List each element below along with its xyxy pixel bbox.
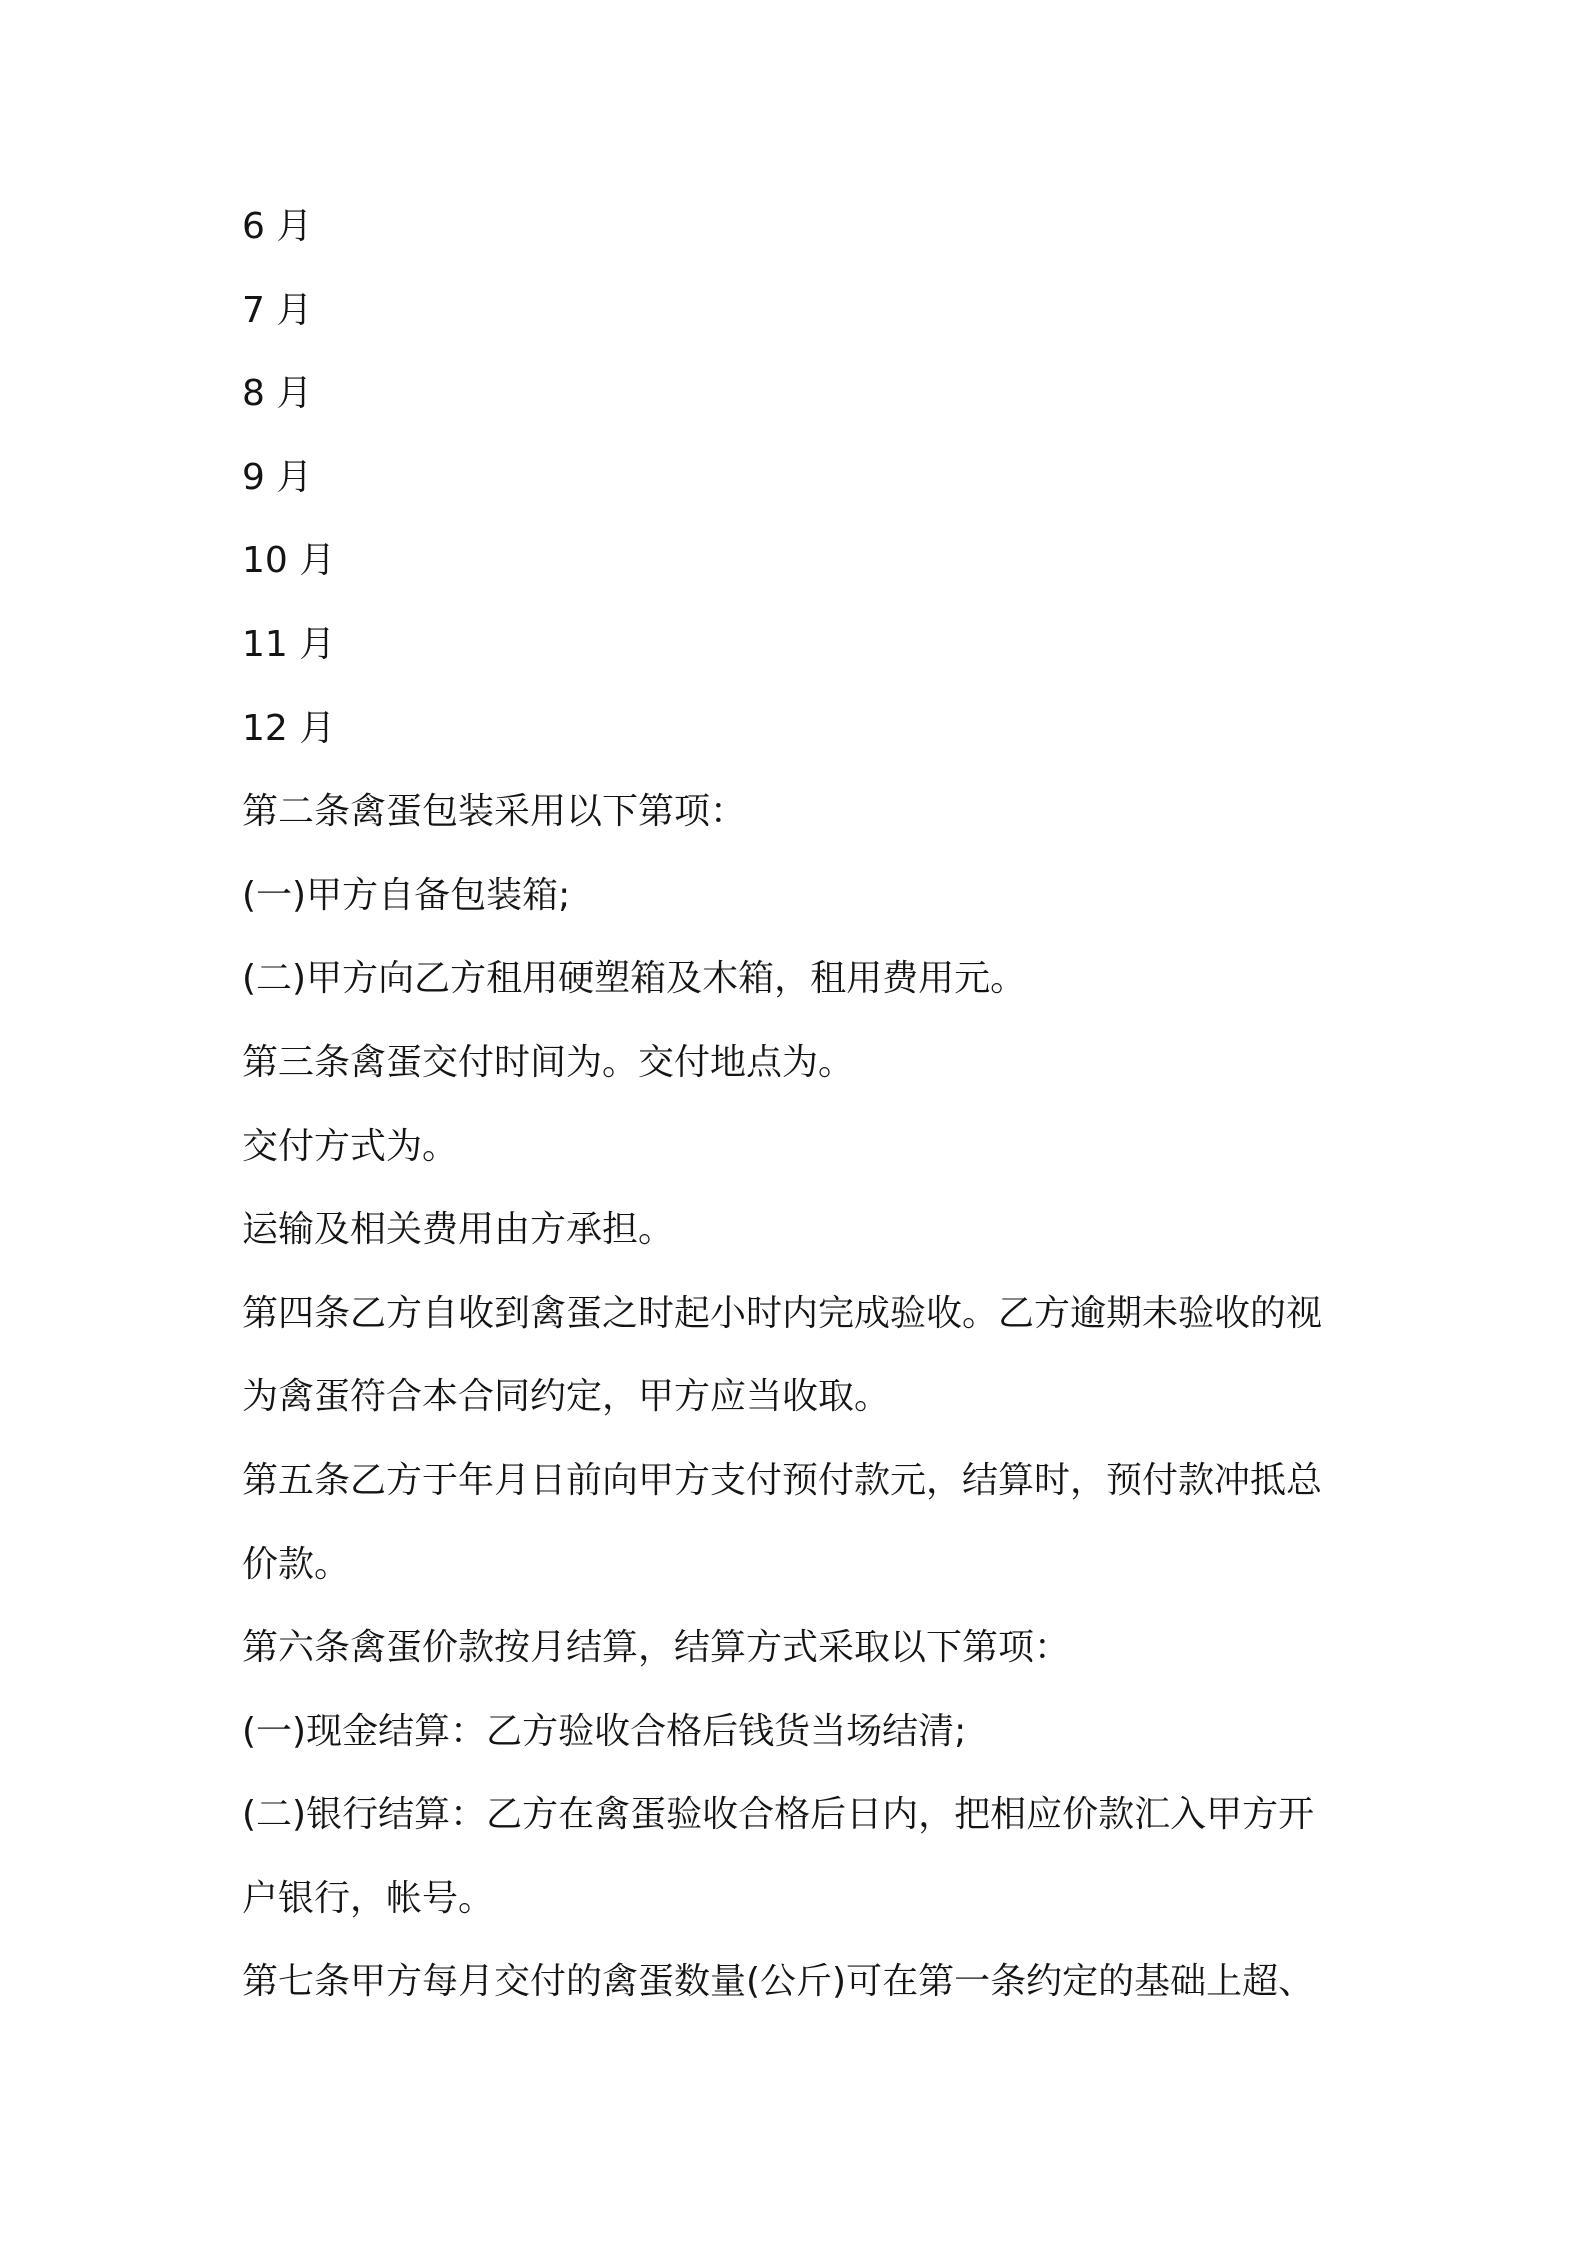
delivery-method-text: 交付方式为。 xyxy=(242,1125,459,1167)
article-6-item-2-line-1: (二)银行结算：乙方在禽蛋验收合格后日内，把相应价款汇入甲方开 xyxy=(242,1794,1315,1836)
document-body xyxy=(242,185,1362,2024)
article-7-line-1: 第七条甲方每月交付的禽蛋数量(公斤)可在第一条约定的基础上超、 xyxy=(242,1961,1315,2003)
month-line-8: 8 月 xyxy=(242,373,313,415)
article-2-item-1: (一)甲方自备包装箱; xyxy=(242,874,571,916)
article-5-line-1: 第五条乙方于年月日前向甲方支付预付款元，结算时，预付款冲抵总 xyxy=(242,1459,1323,1501)
article-4-line-1: 第四条乙方自收到禽蛋之时起小时内完成验收。乙方逾期未验收的视 xyxy=(242,1292,1323,1334)
article-5-line-2: 价款。 xyxy=(242,1543,351,1585)
article-2-item-2: (二)甲方向乙方租用硬塑箱及木箱，租用费用元。 xyxy=(242,958,1027,1000)
article-4-line-2: 为禽蛋符合本合同约定，甲方应当收取。 xyxy=(242,1376,891,1418)
month-line-9: 9 月 xyxy=(242,456,313,498)
month-line-12: 12 月 xyxy=(242,707,336,749)
month-line-7: 7 月 xyxy=(242,289,313,331)
article-3-text: 第三条禽蛋交付时间为。交付地点为。 xyxy=(242,1041,855,1083)
month-line-10: 10 月 xyxy=(242,540,336,582)
article-6-heading: 第六条禽蛋价款按月结算，结算方式采取以下第项： xyxy=(242,1627,1071,1669)
article-2-heading: 第二条禽蛋包装采用以下第项： xyxy=(242,791,747,833)
month-line-6: 6 月 xyxy=(242,206,313,247)
month-line-11: 11 月 xyxy=(242,623,336,665)
transport-cost-text: 运输及相关费用由方承担。 xyxy=(242,1209,675,1251)
article-6-item-1: (一)现金结算：乙方验收合格后钱货当场结清; xyxy=(242,1710,967,1752)
article-6-item-2-line-2: 户银行，帐号。 xyxy=(242,1877,495,1919)
